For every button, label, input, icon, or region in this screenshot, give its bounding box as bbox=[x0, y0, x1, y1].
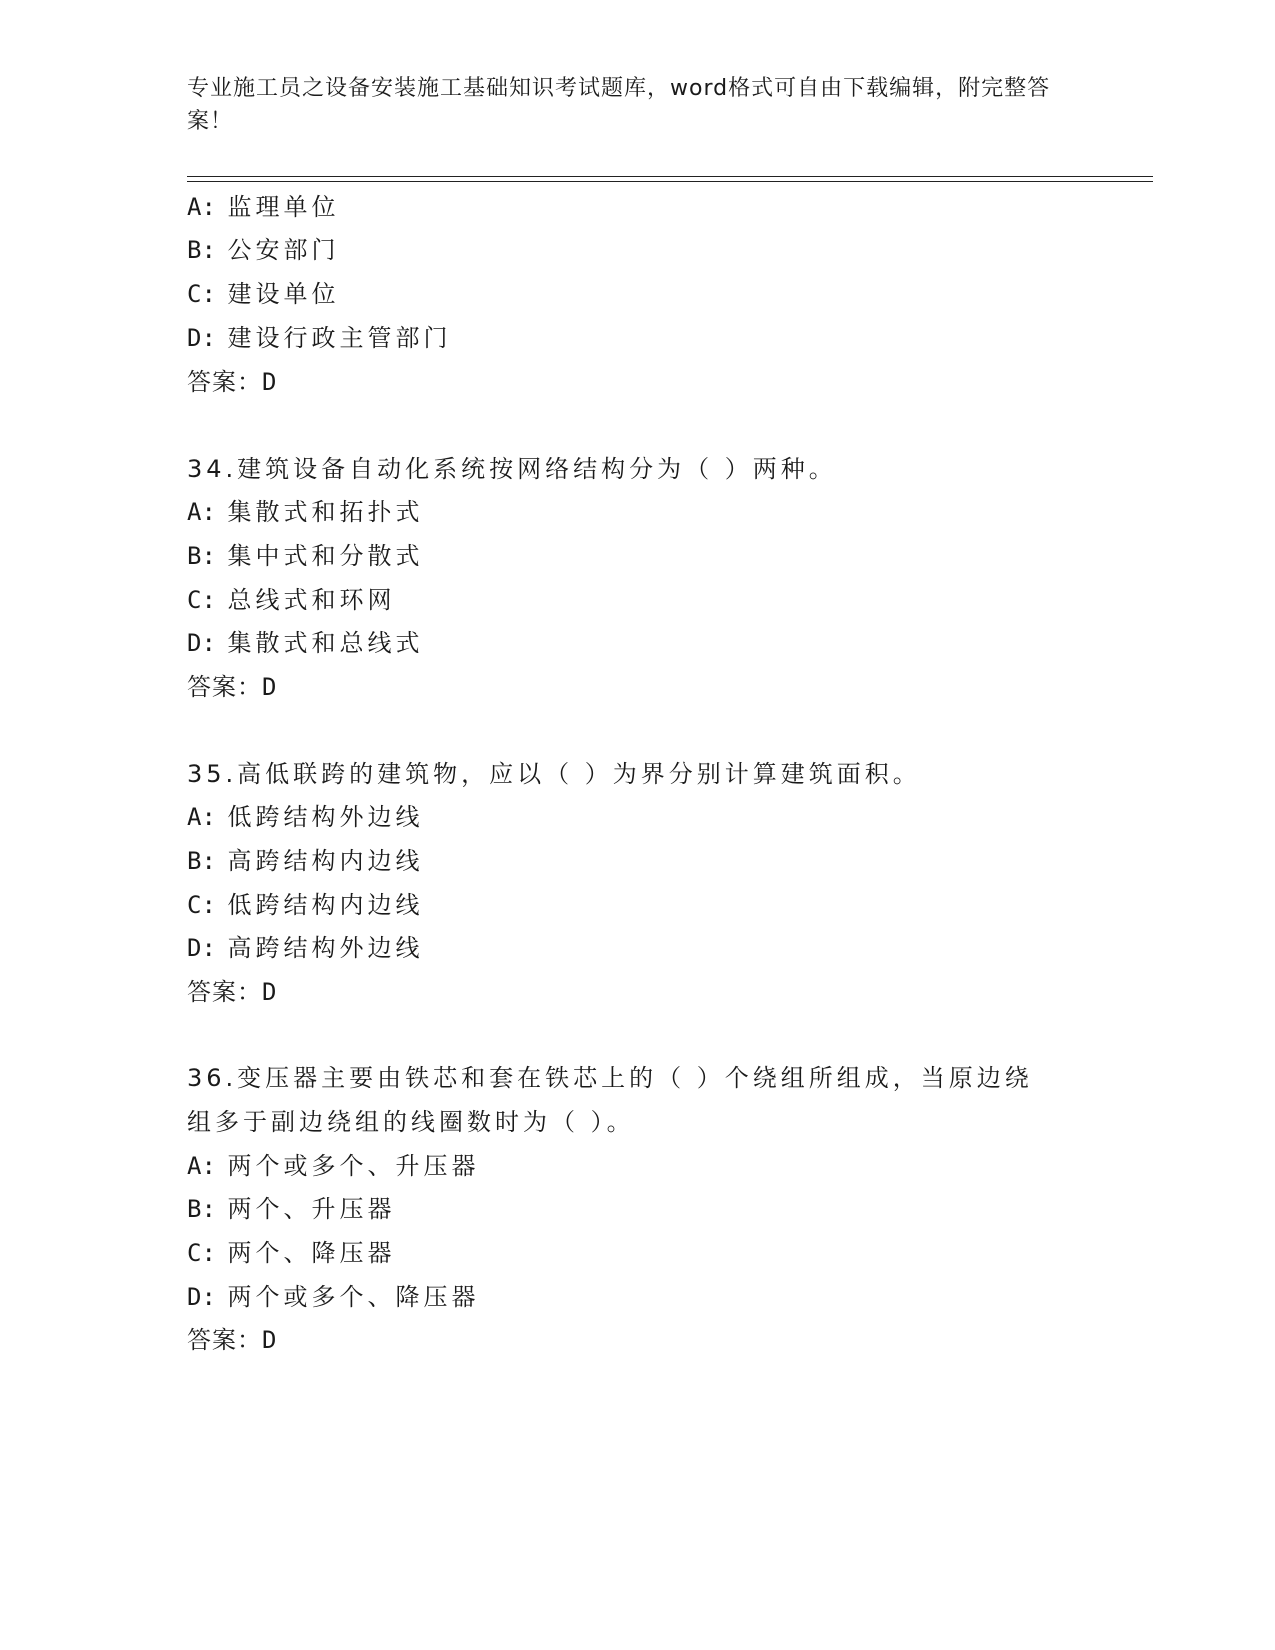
q35-option-b: B: 高跨结构内边线 bbox=[187, 847, 424, 875]
q34-option-c: C: 总线式和环网 bbox=[187, 586, 396, 614]
q36-option-b: B: 两个、升压器 bbox=[187, 1195, 396, 1223]
q34-option-a: A: 集散式和拓扑式 bbox=[187, 498, 424, 526]
q36-option-d: D: 两个或多个、降压器 bbox=[187, 1283, 480, 1311]
q35-option-a: A: 低跨结构外边线 bbox=[187, 803, 424, 831]
q36-question-line1: 36.变压器主要由铁芯和套在铁芯上的（ ）个绕组所组成，当原边绕 bbox=[187, 1064, 1033, 1092]
header-divider-top bbox=[187, 176, 1153, 177]
q36-answer: 答案：D bbox=[187, 1326, 277, 1354]
q36-question-line2: 组多于副边绕组的线圈数时为（ ）。 bbox=[187, 1108, 635, 1136]
q36-option-c: C: 两个、降压器 bbox=[187, 1239, 396, 1267]
q33-option-c: C: 建设单位 bbox=[187, 280, 340, 308]
q35-option-c: C: 低跨结构内边线 bbox=[187, 891, 424, 919]
q33-answer: 答案：D bbox=[187, 368, 277, 396]
q34-option-d: D: 集散式和总线式 bbox=[187, 629, 424, 657]
q35-option-d: D: 高跨结构外边线 bbox=[187, 934, 424, 962]
q34-question: 34.建筑设备自动化系统按网络结构分为（ ）两种。 bbox=[187, 455, 837, 483]
q35-answer: 答案：D bbox=[187, 978, 277, 1006]
q35-question: 35.高低联跨的建筑物，应以（ ）为界分别计算建筑面积。 bbox=[187, 760, 921, 788]
q34-option-b: B: 集中式和分散式 bbox=[187, 542, 424, 570]
q33-option-b: B: 公安部门 bbox=[187, 236, 340, 264]
q33-option-a: A: 监理单位 bbox=[187, 193, 340, 221]
q34-answer: 答案：D bbox=[187, 673, 277, 701]
q36-option-a: A: 两个或多个、升压器 bbox=[187, 1152, 480, 1180]
header-divider-bottom bbox=[187, 181, 1153, 182]
q33-option-d: D: 建设行政主管部门 bbox=[187, 324, 452, 352]
document-header: 专业施工员之设备安装施工基础知识考试题库，word格式可自由下载编辑，附完整答案！ bbox=[187, 76, 1051, 134]
